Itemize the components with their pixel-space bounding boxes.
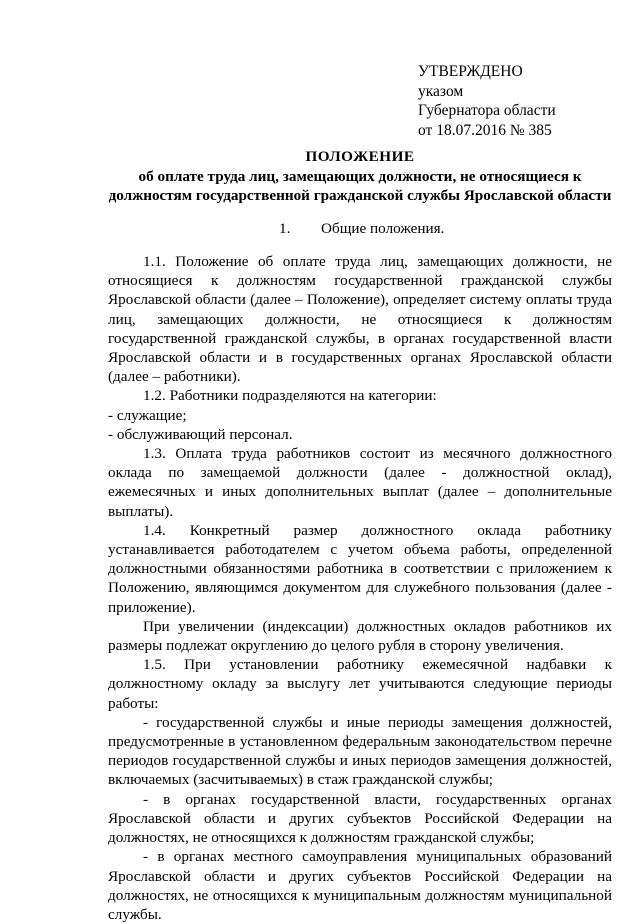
approved-label: УТВЕРЖДЕНО — [418, 63, 523, 80]
paragraph-1-3: 1.3. Оплата труда работников состоит из месячного должностного оклада по замещаемой должности (далее - должностной оклад), ежемесячных и иных дополнительных выплат (далее – дополнительные выплаты). — [108, 445, 612, 520]
approved-authority: Губернатора области — [418, 102, 556, 119]
category-item: - служащие; — [108, 406, 187, 424]
service-period-item: - в органах местного самоуправления муниципальных образований Ярославской области и других субъектов Российской Федерации на должностях, не относящихся к муниципальным должностям муниципальной службы. — [108, 848, 612, 923]
section-number: 1. — [279, 220, 291, 237]
approved-decree: указом — [418, 82, 464, 100]
approval-stamp — [418, 62, 618, 140]
title-main: ПОЛОЖЕНИЕ — [305, 148, 415, 165]
paragraph-1-5: 1.5. При установлении работнику ежемесячной надбавки к должностному окладу за выслугу лет учитываются следующие периоды работы: — [108, 656, 612, 712]
service-period-item: - в органах государственной власти, государственных органах Ярославской области и других субъектов Российской Федерации на должностях, не относящихся к должностям гражданской службы; — [108, 790, 612, 847]
section-title: Общие положения. — [321, 220, 445, 237]
category-item: - обслуживающий персонал. — [108, 425, 293, 443]
paragraph-1-1: 1.1. Положение об оплате труда лиц, замещающих должности, не относящиеся к должностям государственной гражданской службы Ярославской области (далее – Положение), определяет систему оплаты труда лиц, замещающих должности, не относящиеся к должностям государственной гражданской службы, в органах государственной власти Ярославской области и в государственных органах Ярославской области (далее – работники). — [108, 253, 612, 386]
service-period-item: - государственной службы и иные периоды замещения должностей, предусмотренные в установленном федеральным законодательством перечне периодов государственной службы и иных периодов замещения должностей, включаемых (засчитываемых) в стаж гражданской службы; — [108, 713, 612, 789]
paragraph-1-4-indexation: При увеличении (индексации) должностных окладов работников их размеры подлежат округлению до целого рубля в сторону увеличения. — [108, 617, 612, 655]
document-title — [108, 147, 612, 206]
document-body — [108, 252, 612, 924]
paragraph-1-4: 1.4. Конкретный размер должностного оклада работнику устанавливается работодателем с учетом объема работы, определенной должностными обязанностями работника в соответствии с приложением к Положению, являющимся документом для служебного пользования (далее - приложение). — [108, 521, 612, 616]
paragraph-1-2: 1.2. Работники подразделяются на категории: — [143, 387, 437, 405]
approved-date-number: от 18.07.2016 № 385 — [418, 121, 552, 139]
title-line-1: об оплате труда лиц, замещающих должности, не относящиеся к — [138, 167, 582, 185]
title-line-2: должностям государственной гражданской службы Ярославской области — [108, 187, 612, 204]
